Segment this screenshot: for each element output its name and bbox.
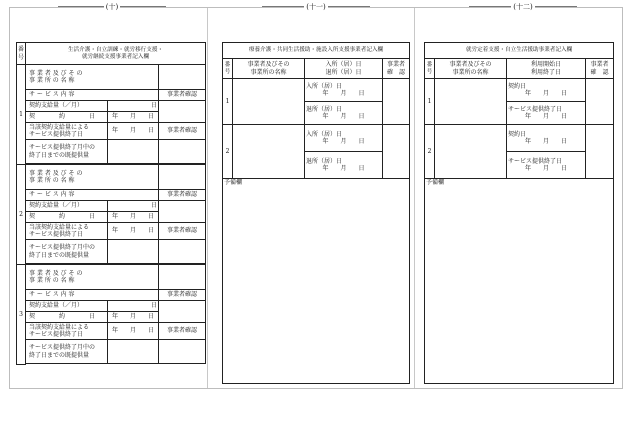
row-number: 2	[17, 165, 26, 265]
contract-amount-field[interactable]: 日	[108, 201, 159, 212]
start-date-field[interactable]: 契約日 年 月 日	[507, 79, 586, 102]
move-in-date-field[interactable]: 入所（居）日 年 月 日	[305, 125, 383, 152]
provider-confirm-label: 事業者確認	[159, 223, 206, 240]
move-in-date-field[interactable]: 入所（居）日 年 月 日	[305, 79, 383, 102]
contract-date-label: 契 約 日	[26, 112, 108, 123]
provider-name-field[interactable]	[159, 165, 206, 190]
contract-date-field[interactable]: 年 月 日	[108, 212, 159, 223]
fold-line	[414, 8, 415, 388]
provider-confirm-field[interactable]	[586, 79, 614, 125]
row-number: 2	[223, 125, 233, 179]
service-end-label: 当該契約支給量による サービス提供終了日	[26, 123, 108, 140]
provider-confirm-field[interactable]	[383, 79, 410, 125]
provided-amount-label: サービス提供終了月中の 終了日までの既提供量	[26, 140, 108, 164]
service-end-label: 当該契約支給量による サービス提供終了日	[26, 223, 108, 240]
contract-date-field[interactable]: 年 月 日	[108, 312, 159, 323]
provider-name-label: 事 業 者 及 び そ の 事 業 所 の 名 称	[26, 165, 159, 190]
contract-amount-field[interactable]: 日	[108, 101, 159, 112]
row-number: 1	[223, 79, 233, 125]
provided-amount-label: サービス提供終了月中の 終了日までの既提供量	[26, 340, 108, 364]
contract-amount-label: 契約支給量（／月）	[26, 301, 108, 312]
page-number: (十)	[92, 2, 132, 12]
end-date-field[interactable]: サービス提供終了日 年 月 日	[507, 152, 586, 179]
provider-name-label: 事 業 者 及 び そ の 事 業 所 の 名 称	[26, 65, 159, 90]
provider-name-field[interactable]	[233, 125, 305, 179]
col-number-header: 番号	[17, 43, 26, 65]
contract-amount-field[interactable]: 日	[108, 301, 159, 312]
provider-confirm-field[interactable]	[159, 101, 206, 123]
table-title: 療養介護・共同生活援助・施設入所支援事業者記入欄	[223, 43, 410, 59]
contract-date-field[interactable]: 年 月 日	[108, 112, 159, 123]
page-number: (十二)	[503, 2, 543, 12]
service-content-label: サ ー ビ ス 内 容	[26, 90, 159, 101]
col-number-header: 番号	[425, 59, 435, 79]
provider-confirm-field[interactable]	[586, 125, 614, 179]
service-content-label: サ ー ビ ス 内 容	[26, 290, 159, 301]
provider-confirm-label: 事業者確認	[159, 123, 206, 140]
remarks-field[interactable]: 予備欄	[223, 179, 410, 384]
provider-confirm-field[interactable]	[159, 340, 206, 364]
col-name-header: 事業者及びその 事業所の名称	[233, 59, 305, 79]
provided-amount-field[interactable]	[108, 340, 159, 364]
row-number: 1	[425, 79, 435, 125]
service-end-field[interactable]: 年 月 日	[108, 123, 159, 140]
provider-name-field[interactable]	[435, 125, 507, 179]
col-number-header: 番号	[223, 59, 233, 79]
service-end-label: 当該契約支給量による サービス提供終了日	[26, 323, 108, 340]
provider-confirm-field[interactable]	[159, 201, 206, 223]
service-content-label: サ ー ビ ス 内 容	[26, 190, 159, 201]
provided-amount-field[interactable]	[108, 240, 159, 264]
provider-confirm-label: 事業者確認	[159, 90, 206, 101]
provider-confirm-label: 事業者確認	[159, 190, 206, 201]
row-number: 1	[17, 65, 26, 165]
move-out-date-field[interactable]: 退所（居）日 年 月 日	[305, 102, 383, 125]
provided-amount-label: サービス提供終了月中の 終了日までの既提供量	[26, 240, 108, 264]
provider-name-label: 事 業 者 及 び そ の 事 業 所 の 名 称	[26, 265, 159, 290]
fold-line	[207, 8, 208, 388]
provider-name-field[interactable]	[159, 65, 206, 90]
facility-table-11	[222, 42, 410, 384]
remarks-field[interactable]: 予備欄	[425, 179, 614, 384]
table-title: 就労定着支援・自立生活援助事業者記入欄	[425, 43, 614, 59]
start-date-field[interactable]: 契約日 年 月 日	[507, 125, 586, 152]
page-number: (十一)	[296, 2, 336, 12]
service-end-field[interactable]: 年 月 日	[108, 323, 159, 340]
col-confirm-header: 事業者 確 認	[586, 59, 614, 79]
provider-name-field[interactable]	[435, 79, 507, 125]
provider-name-field[interactable]	[159, 265, 206, 290]
col-date-header: 入所（居）日 退所（居）日	[305, 59, 383, 79]
table-title: 生活介護・自立訓練・就労移行支援・ 就労継続支援事業者記入欄	[26, 43, 206, 65]
col-date-header: 利用開始日 利用終了日	[507, 59, 586, 79]
end-date-field[interactable]: サービス提供終了日 年 月 日	[507, 102, 586, 125]
provided-amount-field[interactable]	[108, 140, 159, 164]
contract-date-label: 契 約 日	[26, 212, 108, 223]
contract-date-label: 契 約 日	[26, 312, 108, 323]
col-name-header: 事業者及びその 事業所の名称	[435, 59, 507, 79]
provider-confirm-label: 事業者確認	[159, 323, 206, 340]
provider-confirm-field[interactable]	[383, 125, 410, 179]
row-number: 3	[17, 265, 26, 365]
row-number: 2	[425, 125, 435, 179]
contract-amount-label: 契約支給量（／月）	[26, 201, 108, 212]
move-out-date-field[interactable]: 退所（居）日 年 月 日	[305, 152, 383, 179]
col-confirm-header: 事業者 確 認	[383, 59, 410, 79]
employment-table-12	[424, 42, 614, 384]
service-end-field[interactable]: 年 月 日	[108, 223, 159, 240]
provider-name-field[interactable]	[233, 79, 305, 125]
provider-confirm-label: 事業者確認	[159, 290, 206, 301]
provider-confirm-field[interactable]	[159, 301, 206, 323]
provider-confirm-field[interactable]	[159, 240, 206, 264]
provider-confirm-field[interactable]	[159, 140, 206, 164]
service-table-10	[16, 42, 206, 365]
contract-amount-label: 契約支給量（／月）	[26, 101, 108, 112]
